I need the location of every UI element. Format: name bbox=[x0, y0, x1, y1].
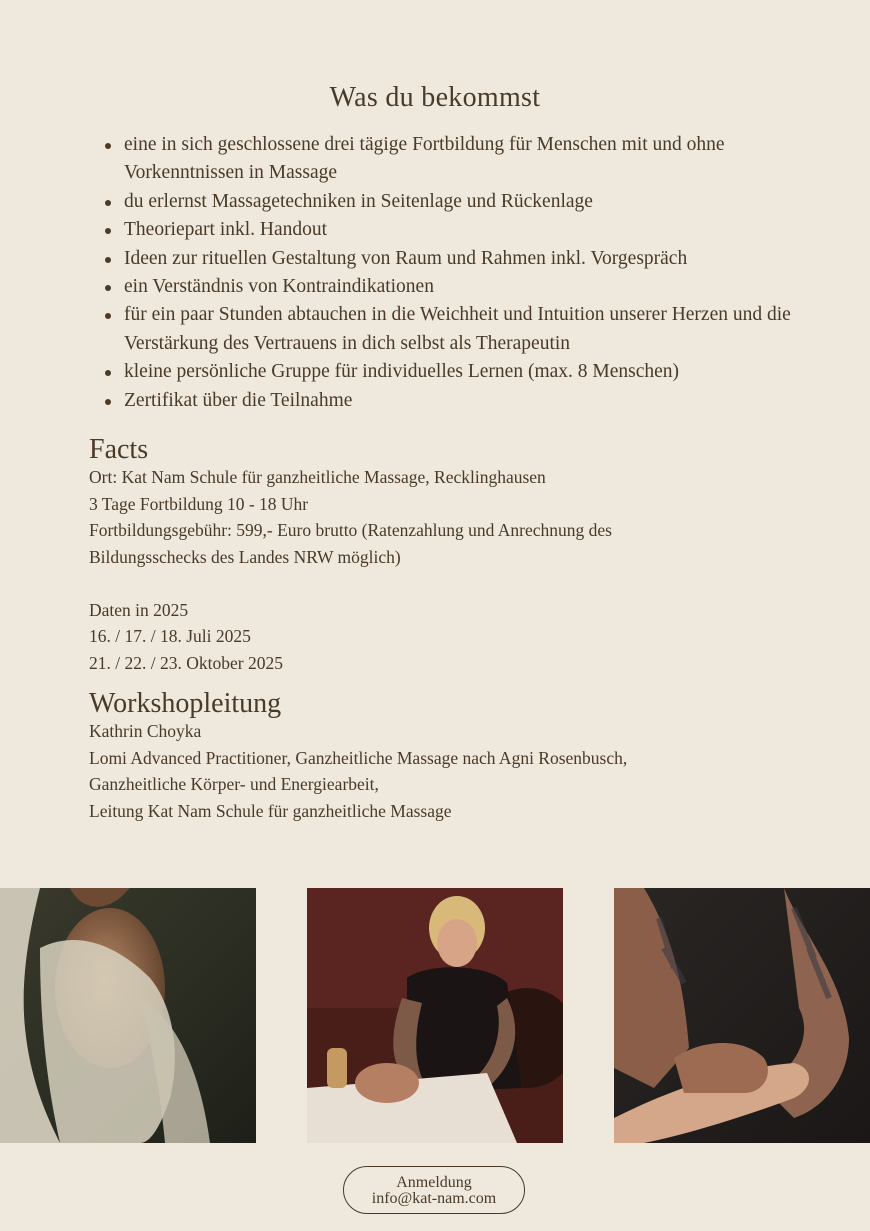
register-button[interactable] bbox=[343, 1166, 525, 1214]
list-item-text: du erlernst Massagetechniken in Seitenlage und Rückenlage bbox=[124, 190, 593, 212]
register-label: Anmeldung bbox=[396, 1174, 472, 1191]
list-item bbox=[104, 387, 804, 415]
dates-title: Daten in 2025 bbox=[89, 599, 189, 620]
list-item bbox=[104, 131, 804, 188]
list-item bbox=[104, 301, 804, 358]
date-item: 16. / 17. / 18. Juli 2025 bbox=[89, 626, 251, 646]
benefits-list bbox=[104, 131, 804, 415]
lead-position: Leitung Kat Nam Schule für ganzheitliche Massage bbox=[89, 800, 452, 821]
list-item-text: kleine persönliche Gruppe für individuelles Lernen (max. 8 Menschen) bbox=[124, 361, 680, 383]
photo-massage-therapist bbox=[307, 888, 563, 1143]
list-item bbox=[104, 245, 804, 273]
list-item-text: eine in sich geschlossene drei tägige Fortbildung für Menschen mit und ohne Vorkenntnissen in Massage bbox=[124, 134, 725, 184]
list-item bbox=[104, 273, 804, 301]
photo-hands-massage bbox=[614, 888, 870, 1143]
section-title-lead: Workshopleitung bbox=[89, 688, 282, 719]
facts-fee-note: Bildungsschecks des Landes NRW möglich) bbox=[89, 546, 401, 567]
lead-name: Kathrin Choyka bbox=[89, 721, 202, 741]
spacer bbox=[89, 570, 809, 597]
list-item-text: Zertifikat über die Teilnahme bbox=[124, 389, 353, 411]
list-item bbox=[104, 188, 804, 216]
date-item: 21. / 22. / 23. Oktober 2025 bbox=[89, 652, 283, 673]
list-item-text: für ein paar Stunden abtauchen in die Weichheit und Intuition unserer Herzen und die Verstärkung des Vertrauens in dich selbst als Therapeutin bbox=[124, 304, 791, 354]
photo-pregnancy bbox=[0, 888, 256, 1143]
lead-block bbox=[89, 718, 809, 824]
list-item-text: Theoriepart inkl. Handout bbox=[124, 219, 328, 241]
contact-email[interactable]: info@kat-nam.com bbox=[371, 1190, 497, 1207]
facts-block bbox=[89, 464, 809, 676]
lead-qualification: Ganzheitliche Körper- und Energiearbeit, bbox=[89, 774, 379, 794]
facts-location: Ort: Kat Nam Schule für ganzheitliche Massage, Recklinghausen bbox=[89, 467, 546, 487]
list-item-text: ein Verständnis von Kontraindikationen bbox=[124, 276, 434, 298]
lead-qualification: Lomi Advanced Practitioner, Ganzheitliche Massage nach Agni Rosenbusch, bbox=[89, 747, 628, 768]
facts-duration: 3 Tage Fortbildung 10 - 18 Uhr bbox=[89, 493, 309, 514]
section-title-facts: Facts bbox=[89, 434, 149, 465]
section-title-benefits: Was du bekommst bbox=[329, 82, 541, 113]
list-item-text: Ideen zur rituellen Gestaltung von Raum und Rahmen inkl. Vorgespräch bbox=[124, 247, 688, 269]
facts-fee: Fortbildungsgebühr: 599,- Euro brutto (Ratenzahlung und Anrechnung des bbox=[89, 520, 612, 540]
list-item bbox=[104, 216, 804, 244]
list-item bbox=[104, 358, 804, 386]
